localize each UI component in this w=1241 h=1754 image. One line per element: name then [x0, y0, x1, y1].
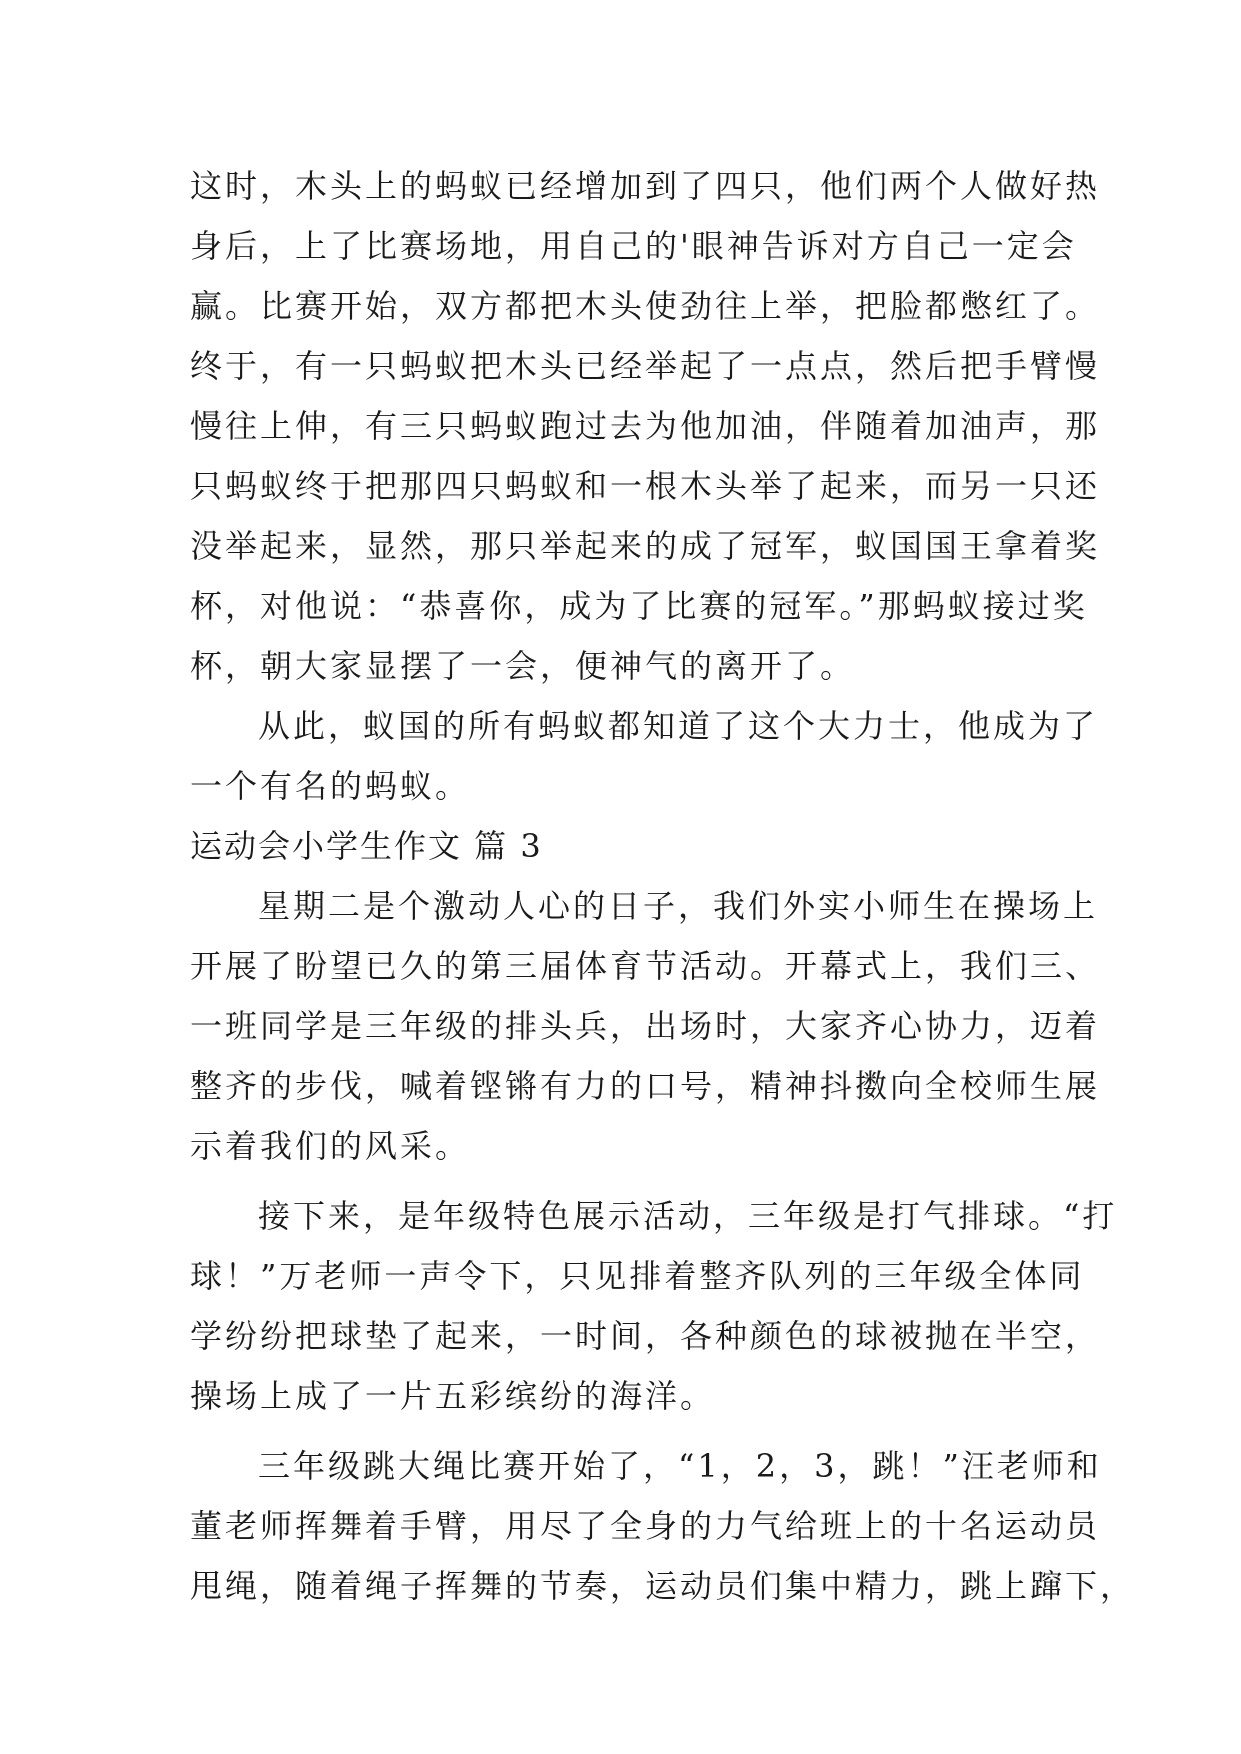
text-line: 三年级跳大绳比赛开始了，“1，2，3，跳！”汪老师和	[258, 1447, 1102, 1485]
text-line: 杯，对他说：“恭喜你，成为了比赛的冠军。”那蚂蚁接过奖	[190, 587, 1088, 625]
text-line: 整齐的步伐，喊着铿锵有力的口号，精神抖擞向全校师生展	[190, 1067, 1101, 1105]
text-line: 终于，有一只蚂蚁把木头已经举起了一点点，然后把手臂慢	[190, 347, 1101, 385]
text-line: 学纷纷把球垫了起来，一时间，各种颜色的球被抛在半空，	[190, 1317, 1101, 1355]
text-line: 只蚂蚁终于把那四只蚂蚁和一根木头举了起来，而另一只还	[190, 467, 1101, 505]
text-line: 球！”万老师一声令下，只见排着整齐队列的三年级全体同	[190, 1257, 1085, 1295]
text-line: 星期二是个激动人心的日子，我们外实小师生在操场上	[258, 887, 1099, 925]
text-line: 操场上成了一片五彩缤纷的海洋。	[190, 1377, 716, 1415]
text-line: 这时，木头上的蚂蚁已经增加到了四只，他们两个人做好热	[190, 167, 1101, 205]
text-line: 慢往上伸，有三只蚂蚁跑过去为他加油，伴随着加油声，那	[190, 407, 1101, 445]
text-line: 杯，朝大家显摆了一会，便神气的离开了。	[190, 647, 856, 685]
section-heading: 运动会小学生作文 篇 3	[190, 827, 543, 865]
text-line: 一班同学是三年级的排头兵，出场时，大家齐心协力，迈着	[190, 1007, 1101, 1045]
text-line: 没举起来，显然，那只举起来的成了冠军，蚁国国王拿着奖	[190, 527, 1101, 565]
text-line: 一个有名的蚂蚁。	[190, 767, 471, 805]
text-line: 身后，上了比赛场地，用自己的'眼神告诉对方自己一定会	[190, 227, 1077, 265]
text-line: 示着我们的风采。	[190, 1127, 471, 1165]
text-line: 甩绳，随着绳子挥舞的节奏，运动员们集中精力，跳上蹿下，	[190, 1567, 1136, 1605]
text-line: 接下来，是年级特色展示活动，三年级是打气排球。“打	[258, 1197, 1118, 1235]
text-line: 董老师挥舞着手臂，用尽了全身的力气给班上的十名运动员	[190, 1507, 1101, 1545]
text-line: 开展了盼望已久的第三届体育节活动。开幕式上，我们三、	[190, 947, 1101, 985]
text-line: 赢。比赛开始，双方都把木头使劲往上举，把脸都憋红了。	[190, 287, 1101, 325]
text-line: 从此，蚁国的所有蚂蚁都知道了这个大力士，他成为了	[258, 707, 1099, 745]
